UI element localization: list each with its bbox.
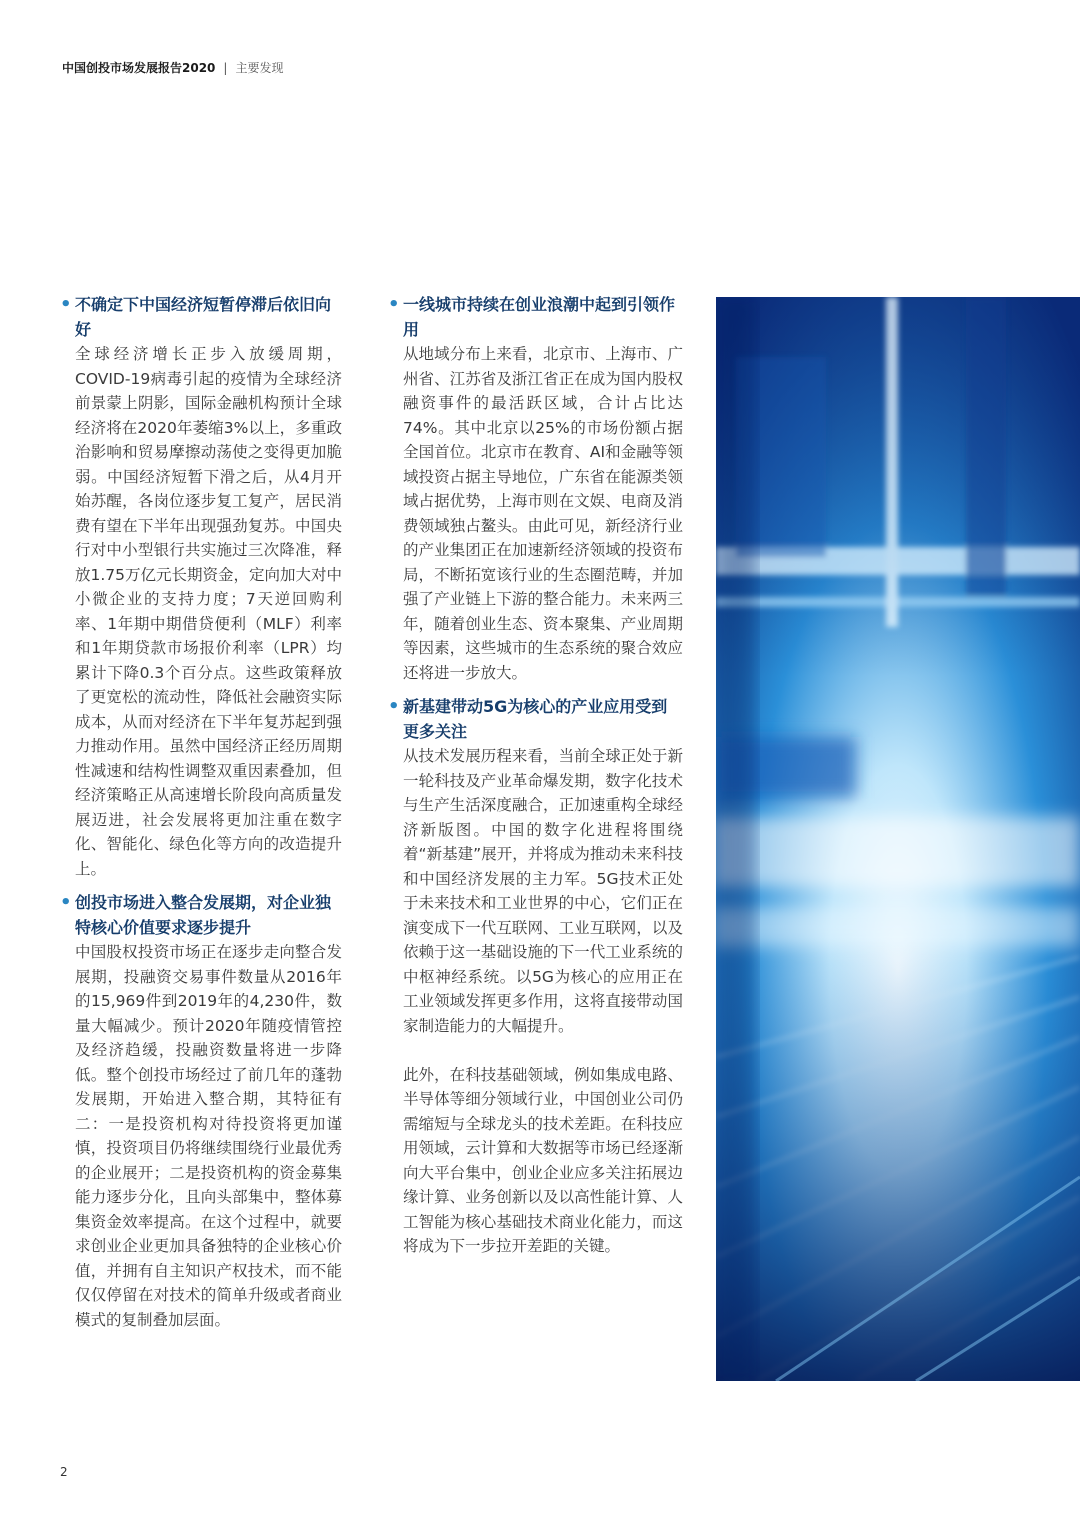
section-body — [60, 940, 342, 1332]
train-motion-photo — [716, 297, 1080, 1381]
body-paragraph: 从地域分布上来看，北京市、上海市、广州省、江苏省及浙江省正在成为国内股权融资事件的最活跃区域，合计占比达74%。其中北京以25%的市场份额占据全国首位。北京市在教育、AI和金融等领域投资占据主导地位，广东省在能源类领域占据优势，上海市则在文娱、电商及消费领域独占鳌头。由此可见，新经济行业的产业集团正在加速新经济领域的投资布局，不断拓宽该行业的生态圈范畴，并加强了产业链上下游的整合能力。未来两三年，随着创业生态、资本聚集、产业周期等因素，这些城市的生态系统的聚合效应还将进一步放大。 — [403, 345, 683, 682]
bullet-icon: • — [388, 294, 400, 315]
body-paragraph: 此外，在科技基础领域，例如集成电路、半导体等细分领域行业，中国创业公司仍需缩短与全球龙头的技术差距。在科技应用领域，云计算和大数据等市场已经逐渐向大平台集中，创业企业应多关注拓展边缘计算、业务创新以及以高性能计算、人工智能为核心基础技术商业化能力，而这将成为下一步拉开差距的关键。 — [403, 1065, 683, 1255]
photo-illustration — [716, 297, 1080, 1381]
section-body — [388, 342, 683, 685]
section-heading-text: 一线城市持续在创业浪潮中起到引领作用 — [403, 295, 676, 339]
section-heading — [60, 293, 342, 342]
findings-section — [60, 293, 342, 881]
left-column — [60, 293, 342, 1342]
section-heading-text: 新基建带动5G为核心的产业应用受到更多关注 — [403, 697, 668, 741]
section-heading — [388, 293, 683, 342]
findings-section — [60, 891, 342, 1332]
section-heading — [388, 695, 683, 744]
bullet-icon: • — [60, 294, 72, 315]
middle-column — [388, 293, 683, 1269]
body-paragraph: 全球经济增长正步入放缓周期，COVID-19病毒引起的疫情为全球经济前景蒙上阴影，国际金融机构预计全球经济将在2020年萎缩3%以上，多重政治影响和贸易摩擦动荡使之变得更加脆弱。中国经济短暂下滑之后，从4月开始苏醒，各岗位逐步复工复产，居民消费有望在下半年出现强劲复苏。中国央行对中小型银行共实施过三次降准，释放1.75万亿元长期资金，定向加大对中小微企业的支持力度；7天逆回购利率、1年期中期借贷便利（MLF）利率和1年期贷款市场报价利率（LPR）均累计下降0.3个百分点。这些政策释放了更宽松的流动性，降低社会融资实际成本，从而对经济在下半年复苏起到强力推动作用。虽然中国经济正经历周期性减速和结构性调整双重因素叠加，但经济策略正从高速增长阶段向高质量发展迈进，社会发展将更加注重在数字化、智能化、绿色化等方向的改造提升上。 — [75, 345, 343, 878]
running-header — [62, 58, 283, 78]
section-heading — [60, 891, 342, 940]
section-heading-text: 创投市场进入整合发展期，对企业独特核心价值要求逐步提升 — [75, 893, 332, 937]
page-number: 2 — [60, 1465, 68, 1479]
section-body — [388, 744, 683, 1259]
section-name: 主要发现 — [235, 61, 284, 75]
header-separator: | — [223, 61, 228, 75]
bullet-icon: • — [388, 696, 400, 717]
bullet-icon: • — [60, 892, 72, 913]
findings-section — [388, 293, 683, 685]
section-body — [60, 342, 342, 881]
report-title: 中国创投市场发展报告2020 — [62, 61, 216, 75]
findings-section — [388, 695, 683, 1259]
body-paragraph: 从技术发展历程来看，当前全球正处于新一轮科技及产业革命爆发期，数字化技术与生产生活深度融合，正加速重构全球经济新版图。中国的数字化进程将围绕着“新基建”展开，并将成为推动未来科技和中国经济发展的主力军。5G技术正处于未来技术和工业世界的中心，它们正在演变成下一代互联网、工业互联网，以及依赖于这一基础设施的下一代工业系统的中枢神经系统。以5G为核心的应用正在工业领域发挥更多作用，这将直接带动国家制造能力的大幅提升。 — [403, 747, 683, 1035]
section-heading-text: 不确定下中国经济短暂停滞后依旧向好 — [75, 295, 332, 339]
body-paragraph: 中国股权投资市场正在逐步走向整合发展期，投融资交易事件数量从2016年的15,969件到2019年的4,230件，数量大幅减少。预计2020年随疫情管控及经济趋缓，投融资数量将进一步降低。整个创投市场经过了前几年的蓬勃发展期，开始进入整合期，其特征有二：一是投资机构对待投资将更加谨慎，投资项目仍将继续围绕行业最优秀的企业展开；二是投资机构的资金募集能力逐步分化，且向头部集中，整体募集资金效率提高。在这个过程中，就要求创业企业更加具备独特的企业核心价值，并拥有自主知识产权技术，而不能仅仅停留在对技术的简单升级或者商业模式的复制叠加层面。 — [75, 943, 342, 1329]
